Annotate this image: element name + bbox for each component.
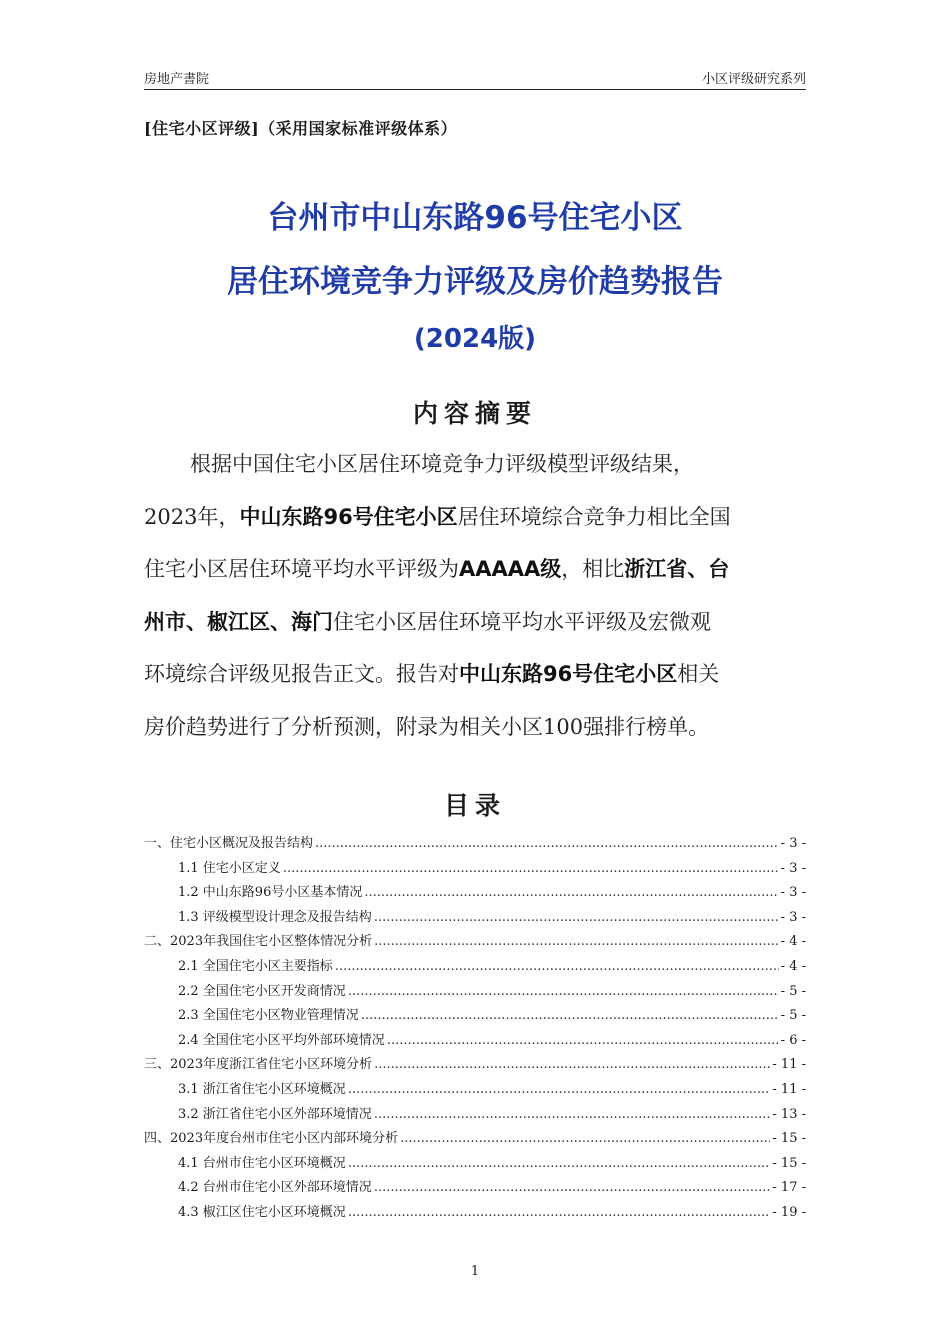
- toc-entry-page: - 19 -: [772, 1204, 806, 1220]
- toc-entry-page: - 3 -: [780, 885, 806, 901]
- abstract-heading: 内容摘要: [412, 399, 537, 428]
- toc-entry-page: - 11 -: [772, 1057, 806, 1073]
- toc-entry-label: 四、2023年度台州市住宅小区内部环境分析: [144, 1131, 399, 1147]
- toc-entry[interactable]: [144, 832, 806, 857]
- toc-entry-page: - 15 -: [772, 1131, 806, 1147]
- toc-entry-page: - 4 -: [780, 934, 806, 950]
- toc-entry-page: - 11 -: [772, 1081, 806, 1097]
- toc-heading: 目录: [443, 791, 506, 820]
- toc-entry[interactable]: [144, 930, 806, 955]
- toc-entry[interactable]: [144, 1127, 806, 1152]
- toc-entry-label: 4.2 台州市住宅小区外部环境情况: [178, 1180, 372, 1196]
- abstract-text: 住宅小区居住环境平均水平评级为: [144, 557, 459, 581]
- abstract-text: 房价趋势进行了分析预测，附录为相关小区100强排行榜单。: [144, 714, 710, 739]
- toc-entry[interactable]: [144, 955, 806, 980]
- abstract-highlight: 浙江省、台: [624, 557, 730, 581]
- report-edition: (2024版): [413, 324, 537, 354]
- toc-leader-dots: [348, 1205, 771, 1220]
- toc-entry-label: 4.1 台州市住宅小区环境概况: [178, 1155, 346, 1171]
- header-series: 小区评级研究系列: [701, 72, 806, 87]
- toc-entry-label: 1.1 住宅小区定义: [178, 860, 281, 876]
- toc-entry-page: - 6 -: [780, 1032, 806, 1048]
- toc-entry[interactable]: [144, 1103, 806, 1128]
- abstract-highlight: AAAAA级: [459, 557, 562, 581]
- toc-entry-page: - 13 -: [772, 1106, 806, 1122]
- toc-leader-dots: [348, 1082, 771, 1097]
- toc-entry[interactable]: [144, 1201, 806, 1226]
- abstract-line: [144, 596, 806, 649]
- toc-leader-dots: [283, 861, 779, 876]
- abstract-line: [144, 648, 806, 701]
- abstract-line: [144, 491, 806, 544]
- toc-leader-dots: [400, 1131, 770, 1146]
- abstract-text: 住宅小区居住环境平均水平评级及宏微观: [333, 609, 711, 634]
- abstract-text: 居住环境综合竞争力相比全国: [457, 504, 731, 529]
- abstract-text: 2023年，: [144, 504, 240, 529]
- toc-entry[interactable]: [144, 1004, 806, 1029]
- toc-leader-dots: [374, 1107, 771, 1122]
- toc-entry-label: 1.3 评级模型设计理念及报告结构: [178, 909, 372, 925]
- toc-leader-dots: [348, 984, 779, 999]
- toc-leader-dots: [374, 934, 779, 949]
- abstract-line: [144, 438, 806, 491]
- toc-entry[interactable]: [144, 980, 806, 1005]
- toc-entry[interactable]: [144, 1176, 806, 1201]
- table-of-contents: [144, 832, 806, 1226]
- toc-entry-label: 3.1 浙江省住宅小区环境概况: [178, 1081, 346, 1097]
- report-title-line-2: 居住环境竞争力评级及房价趋势报告: [227, 264, 723, 300]
- toc-entry-label: 三、2023年度浙江省住宅小区环境分析: [144, 1057, 373, 1073]
- report-tagline: [住宅小区评级]（采用国家标准评级体系）: [144, 119, 458, 138]
- toc-leader-dots: [335, 959, 779, 974]
- toc-entry-label: 1.2 中山东路96号小区基本情况: [178, 885, 363, 901]
- toc-entry-label: 4.3 椒江区住宅小区环境概况: [178, 1204, 346, 1220]
- toc-entry-page: - 4 -: [780, 958, 806, 974]
- toc-leader-dots: [374, 910, 779, 925]
- toc-entry-page: - 5 -: [780, 983, 806, 999]
- toc-entry-label: 2.1 全国住宅小区主要指标: [178, 958, 333, 974]
- toc-entry[interactable]: [144, 906, 806, 931]
- abstract-text: ，相比: [561, 557, 625, 581]
- toc-entry-label: 2.4 全国住宅小区平均外部环境情况: [178, 1032, 385, 1048]
- abstract-line: [144, 543, 806, 596]
- toc-entry-page: - 5 -: [780, 1008, 806, 1024]
- toc-leader-dots: [315, 836, 779, 851]
- report-title-line-1: 台州市中山东路96号住宅小区: [267, 200, 683, 236]
- abstract-line: [144, 701, 806, 754]
- toc-entry-label: 一、住宅小区概况及报告结构: [144, 836, 314, 851]
- toc-entry[interactable]: [144, 1053, 806, 1078]
- toc-leader-dots: [387, 1033, 779, 1048]
- toc-entry-page: - 3 -: [780, 909, 806, 925]
- toc-entry-page: - 3 -: [780, 836, 806, 851]
- page-number: 1: [470, 1264, 480, 1279]
- page-header: [144, 66, 806, 90]
- toc-entry-label: 3.2 浙江省住宅小区外部环境情况: [178, 1106, 372, 1122]
- toc-entry[interactable]: [144, 1029, 806, 1054]
- toc-entry[interactable]: [144, 1152, 806, 1177]
- toc-entry-page: - 15 -: [772, 1155, 806, 1171]
- toc-entry[interactable]: [144, 881, 806, 906]
- abstract-highlight: 中山东路96号住宅小区: [459, 662, 678, 686]
- toc-entry[interactable]: [144, 1078, 806, 1103]
- toc-entry-label: 二、2023年我国住宅小区整体情况分析: [144, 934, 373, 950]
- abstract-body: [144, 438, 806, 753]
- toc-leader-dots: [374, 1180, 771, 1195]
- toc-leader-dots: [364, 885, 778, 900]
- header-publisher: 房地产書院: [144, 72, 210, 87]
- toc-entry-label: 2.3 全国住宅小区物业管理情况: [178, 1008, 359, 1024]
- abstract-text: 根据中国住宅小区居住环境竞争力评级模型评级结果，: [190, 452, 694, 476]
- abstract-highlight: 州市、椒江区、海门: [144, 609, 333, 634]
- toc-leader-dots: [374, 1057, 770, 1072]
- abstract-text: 相关: [677, 662, 720, 686]
- abstract-text: 环境综合评级见报告正文。报告对: [144, 662, 459, 686]
- abstract-highlight: 中山东路96号住宅小区: [239, 504, 458, 529]
- toc-leader-dots: [361, 1008, 779, 1023]
- toc-entry-label: 2.2 全国住宅小区开发商情况: [178, 983, 346, 999]
- toc-entry-page: - 17 -: [772, 1180, 806, 1196]
- toc-entry-page: - 3 -: [780, 860, 806, 876]
- toc-entry[interactable]: [144, 857, 806, 882]
- toc-leader-dots: [348, 1156, 771, 1171]
